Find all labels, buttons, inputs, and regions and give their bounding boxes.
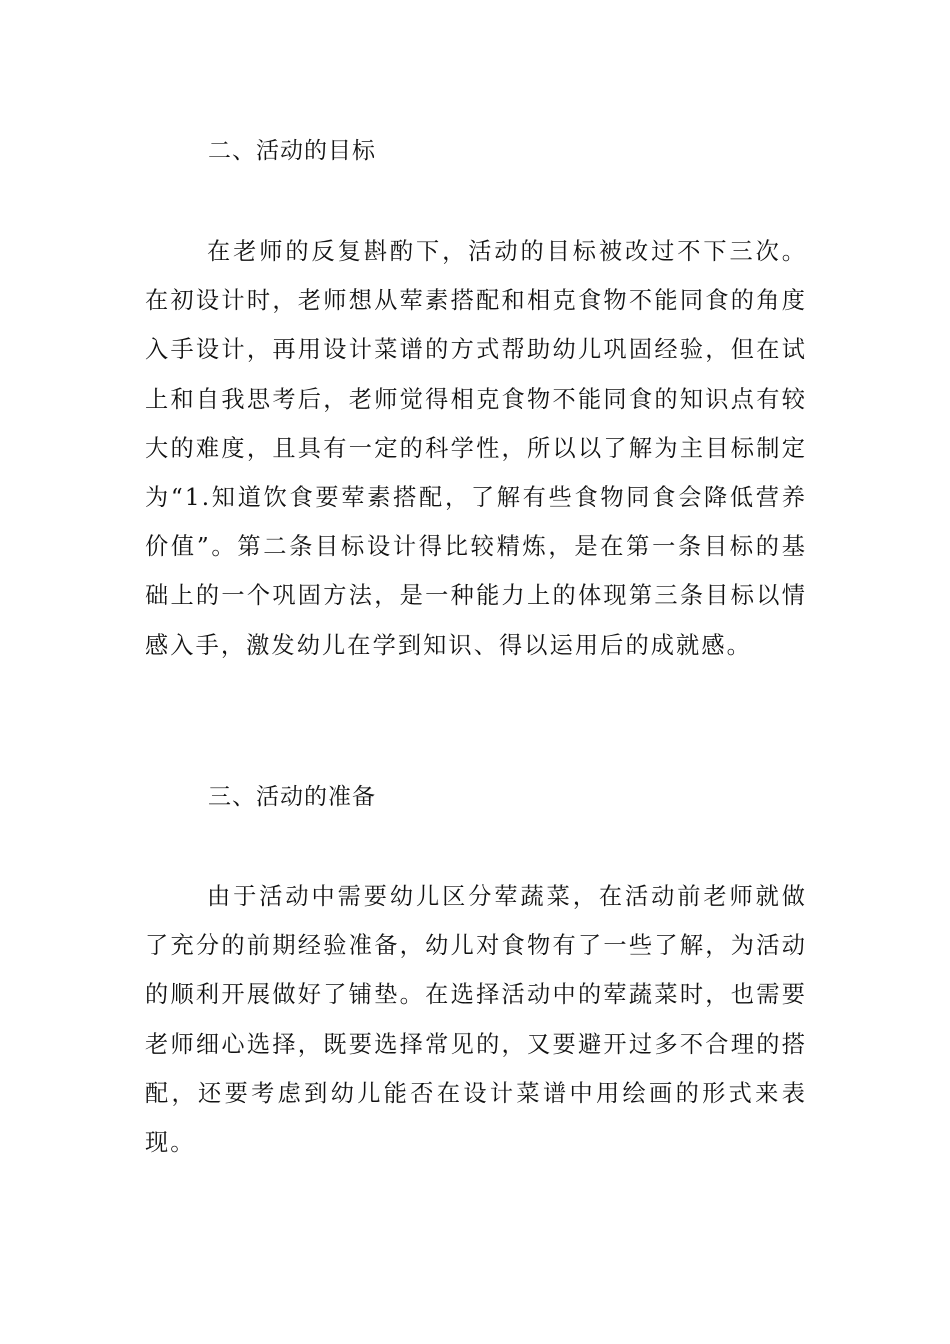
section-paragraph-goals: 在老师的反复斟酌下，活动的目标被改过不下三次。在初设计时，老师想从荤素搭配和相克食物不能同食的角度入手设计，再用设计菜谱的方式帮助幼儿巩固经验，但在试上和自我思考后，老师觉得相克食物不能同食的知识点有较大的难度，且具有一定的科学性，所以以了解为主目标制定为“1.知道饮食要荤素搭配，了解有些食物同食会降低营养价值”。第二条目标设计得比较精炼，是在第一条目标的基础上的一个巩固方法，是一种能力上的体现第三条目标以情感入手，激发幼儿在学到知识、得以运用后的成就感。 [145,238,807,659]
section-heading-preparation: 三、活动的准备 [208,784,376,810]
section-heading-goals: 二、活动的目标 [208,138,376,164]
section-paragraph-preparation: 由于活动中需要幼儿区分荤蔬菜，在活动前老师就做了充分的前期经验准备，幼儿对食物有了一些了解，为活动的顺利开展做好了铺垫。在选择活动中的荤蔬菜时，也需要老师细心选择，既要选择常见的，又要避开过多不合理的搭配，还要考虑到幼儿能否在设计菜谱中用绘画的形式来表现。 [145,883,807,1157]
